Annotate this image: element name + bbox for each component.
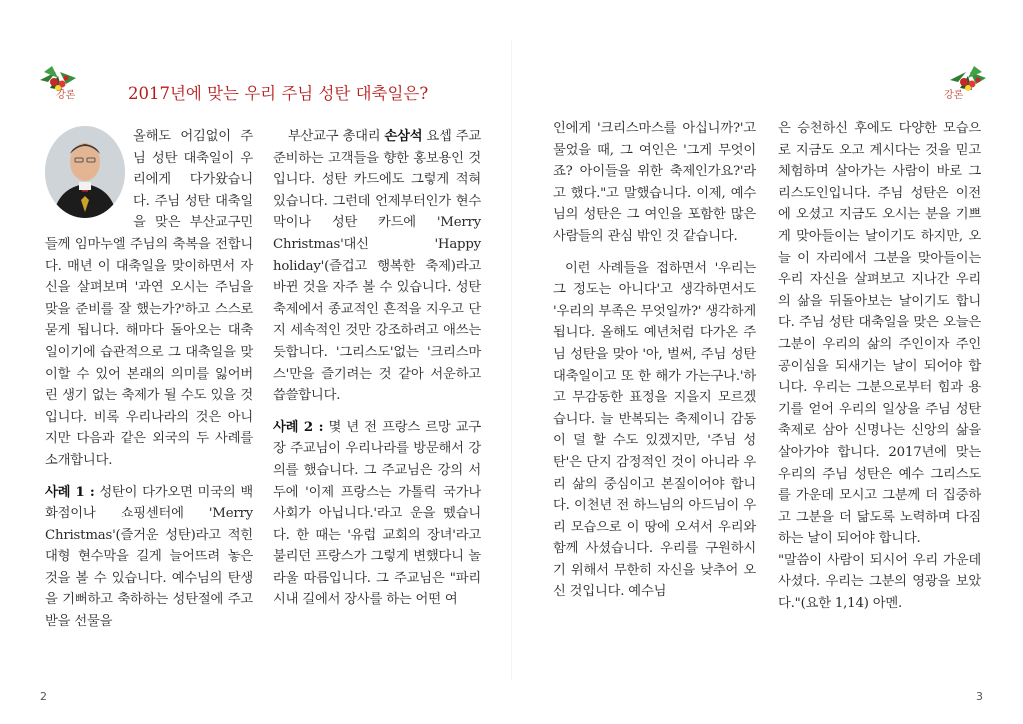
- author-name: 손삼석: [384, 129, 423, 144]
- page-divider: [511, 40, 512, 680]
- paragraph: 은 승천하신 후에도 다양한 모습으로 지금도 오고 계시다는 것을 믿고 체험하며 살아가는 사람이 바로 그리스도인입니다. 주님 성탄은 이전에 오셨고 지금도 오시는 분을 기쁘게 맞아들이는 날이기도 하지만, 오늘 이 자리에서 그분을 맞아들이는 우리 자신을 살펴보고 지나간 우리의 삶을 뒤돌아보는 날이기도 합니다. 주님 성탄 대축일을 맞은 오늘은 그분이 우리의 삶의 주인이자 주인공이심을 되새기는 날이 되어야 합니다. 우리는 그분으로부터 힘과 용기를 얻어 우리의 일상을 주님 성탄 축제로 삼아 신명나는 신앙의 삶을 살아가야 합니다. 2017년에 맞는 우리의 주님 성탄은 예수 그리스도를 가운데 모시고 그분께 더 집중하고 그분을 더 닮도록 노력하며 다짐하는 날이 되어야 합니다.: [778, 121, 981, 547]
- section-label-left: 강론: [56, 90, 76, 101]
- case-2-label: 사례 2 :: [273, 419, 324, 435]
- article-title: 2017년에 맞는 우리 주님 성탄 대축일은?: [128, 84, 429, 103]
- byline: [273, 126, 481, 148]
- case-2-text: 몇 년 전 프랑스 르망 교구장 주교님이 우리나라를 방문해서 강의를 했습니다. 그 주교님은 강의 서두에 '이제 프랑스는 가톨릭 국가나 사회가 아닙니다.'라고 운을 뗐습니다. 한 때는 '유럽 교회의 장녀'라고 불리던 프랑스가 그렇게 변했다니 놀라울 따름입니다. 그 주교님은 "파리 시내 길에서 장사를 하는 어떤 여: [273, 419, 481, 608]
- intro-paragraph: 올해도 어김없이 주님 성탄 대축일이 우리에게 다가왔습니다. 주님 성탄 대축일을 맞은 부산교구민들께 임마누엘 주님의 축복을 전합니다. 매년 이 대축일을 맞이하면서 자신을 살펴보며 '과연 오시는 주님을 맞을 준비를 잘 했는가?'하고 스스로 묻게 됩니다. 해마다 돌아오는 대축일이기에 습관적으로 그 대축일을 맞이할 수 있어 본래의 의미를 잃어버린 생기 없는 축제가 될 수도 있을 것입니다. 비록 우리나라의 것은 아니지만 다음과 같은 외국의 두 사례를 소개합니다.: [45, 129, 253, 468]
- case-1-label: 사례 1 :: [45, 484, 95, 500]
- section-label-right: 강론: [944, 90, 964, 101]
- byline-prefix: 부산교구 총대리: [287, 129, 381, 144]
- column-3: [553, 118, 756, 603]
- column-2: [273, 126, 481, 611]
- case-1-paragraph: [45, 482, 253, 633]
- byline-suffix: 요셉 주교: [426, 129, 481, 144]
- column-4: [778, 118, 981, 615]
- paragraph: 인에게 '크리스마스를 아십니까?'고 물었을 때, 그 여인은 '그게 무엇이죠? 아이들을 위한 축제인가요?'라고 했다."고 말했습니다. 이제, 예수님의 성탄은 그 여인을 포함한 많은 사람들의 관심 밖인 것 같습니다.: [553, 121, 756, 244]
- case-2-paragraph: [273, 417, 481, 611]
- column-1: [45, 126, 253, 633]
- paragraph: 이런 사례들을 접하면서 '우리는 그 정도는 아니다'고 생각하면서도 '우리의 부족은 무엇일까?' 생각하게 됩니다. 올해도 예년처럼 다가온 주님 성탄을 맞아 '아, 벌써, 주님 성탄 대축일이고 또 한 해가 가는구나.'하고 무감동한 표정을 지을지 모르겠습니다. 늘 반복되는 축제이니 감동이 덜 할 수도 있겠지만, '주님 성탄'은 단지 감정적인 것이 아니라 우리 삶의 중심이고 본질이어야 합니다. 이천년 전 하느님의 아드님이 우리 모습으로 이 땅에 오셔서 우리와 함께 사셨습니다. 우리를 구원하시기 위해서 무한히 자신을 낮추어 오신 것입니다. 예수님: [553, 260, 756, 600]
- closing-quote: "말씀이 사람이 되시어 우리 가운데 사셨다. 우리는 그분의 영광을 보았다."(요한 1,14) 아멘.: [778, 552, 981, 612]
- paragraph: 준비하는 고객들을 향한 홍보용인 것입니다. 성탄 카드에도 그렇게 적혀 있습니다. 그런데 언제부터인가 현수막이나 성탄 카드에 'Merry Christmas'대신 'Happy holiday'(즐겁고 행복한 축제)라고 바뀐 것을 자주 볼 수 있습니다. 성탄 축제에서 종교적인 흔적을 지우고 단지 세속적인 것만 강조하려고 애쓰는 듯합니다. '그리스도'없는 '크리스마스'만을 즐기려는 것 같아 서운하고 씁쓸합니다.: [273, 150, 481, 404]
- page-number-right: 3: [976, 690, 983, 703]
- page-number-left: 2: [40, 690, 47, 703]
- bishop-portrait-photo: [45, 126, 125, 218]
- case-1-text: 성탄이 다가오면 미국의 백화점이나 쇼핑센터에 'Merry Christmas'(즐거운 성탄)라고 적힌 대형 현수막을 길게 늘어뜨려 놓은 것을 볼 수 있습니다. 예수님의 탄생을 기뻐하고 축하하는 성탄절에 주고받을 선물을: [45, 484, 253, 630]
